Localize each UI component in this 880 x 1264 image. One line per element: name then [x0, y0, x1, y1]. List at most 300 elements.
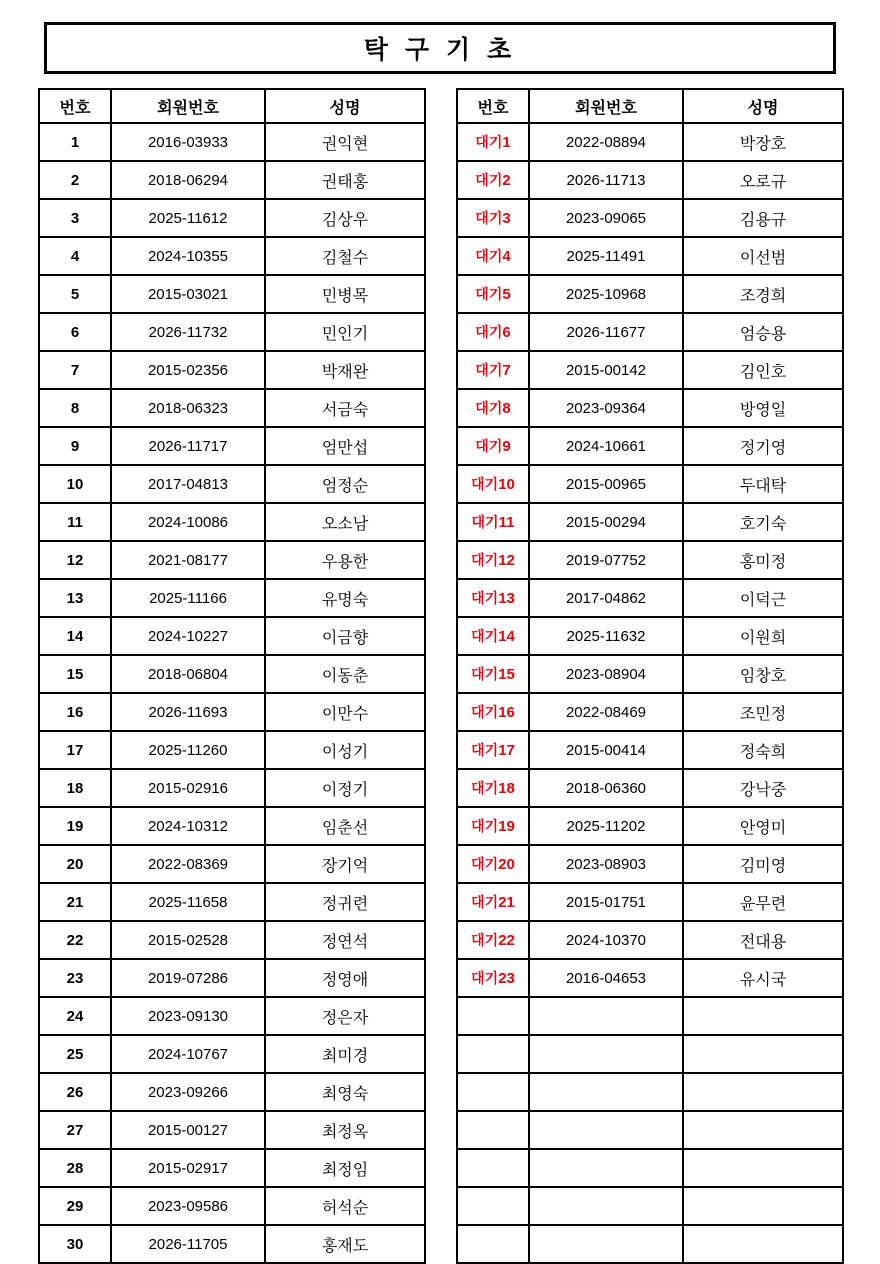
cell-name: 이덕근 [683, 579, 843, 617]
cell-no [457, 579, 529, 617]
right-table-body [457, 123, 843, 1263]
waiting-label: 대기 [471, 780, 499, 796]
waiting-label: 대기 [471, 704, 499, 720]
table-row [39, 731, 425, 769]
cell-no [457, 503, 529, 541]
table-row [457, 541, 843, 579]
cell-name: 최정임 [265, 1149, 425, 1187]
cell-member-id: 2023-08903 [529, 845, 683, 883]
table-row [39, 389, 425, 427]
waiting-number: 11 [498, 514, 515, 531]
cell-member-id: 2022-08894 [529, 123, 683, 161]
table-row [457, 275, 843, 313]
cell-no: 12 [39, 541, 111, 579]
cell-member-id: 2026-11717 [111, 427, 265, 465]
table-row-empty [457, 1225, 843, 1263]
table-row [39, 959, 425, 997]
table-row [39, 1111, 425, 1149]
cell-member-id: 2018-06360 [529, 769, 683, 807]
waiting-number: 3 [502, 210, 511, 227]
table-row [39, 921, 425, 959]
cell-name: 유명숙 [265, 579, 425, 617]
table-row-empty [457, 1111, 843, 1149]
cell-empty [457, 1111, 529, 1149]
cell-name: 우용한 [265, 541, 425, 579]
cell-name: 이동춘 [265, 655, 425, 693]
cell-member-id: 2017-04813 [111, 465, 265, 503]
waiting-number: 9 [502, 438, 511, 455]
waiting-label: 대기 [475, 172, 503, 188]
cell-name: 방영일 [683, 389, 843, 427]
table-row [39, 465, 425, 503]
waiting-label: 대기 [475, 134, 503, 150]
cell-name: 허석순 [265, 1187, 425, 1225]
cell-no [457, 351, 529, 389]
left-table-wrapper [38, 88, 424, 1264]
cell-empty [529, 1111, 683, 1149]
cell-no [457, 237, 529, 275]
cell-no: 1 [39, 123, 111, 161]
cell-name: 이선범 [683, 237, 843, 275]
column-header-no: 번호 [39, 89, 111, 123]
table-row-empty [457, 1073, 843, 1111]
waiting-number: 4 [502, 248, 511, 265]
cell-member-id: 2026-11677 [529, 313, 683, 351]
cell-no: 7 [39, 351, 111, 389]
waiting-label: 대기 [471, 476, 499, 492]
cell-name: 정기영 [683, 427, 843, 465]
waiting-number: 5 [502, 286, 511, 303]
cell-member-id: 2026-11713 [529, 161, 683, 199]
waiting-label: 대기 [471, 970, 499, 986]
cell-empty [683, 1035, 843, 1073]
table-row [457, 313, 843, 351]
waiting-number: 19 [498, 818, 515, 835]
cell-no: 10 [39, 465, 111, 503]
table-row [457, 503, 843, 541]
cell-name: 최영숙 [265, 1073, 425, 1111]
cell-empty [529, 1187, 683, 1225]
cell-no [457, 313, 529, 351]
cell-no [457, 959, 529, 997]
cell-no [457, 769, 529, 807]
waiting-number: 1 [502, 134, 511, 151]
table-row [457, 769, 843, 807]
cell-name: 박장호 [683, 123, 843, 161]
table-row [39, 275, 425, 313]
cell-member-id: 2015-02528 [111, 921, 265, 959]
table-row [457, 123, 843, 161]
cell-name: 정은자 [265, 997, 425, 1035]
waiting-number: 8 [502, 400, 511, 417]
waiting-label: 대기 [471, 856, 499, 872]
cell-member-id: 2015-01751 [529, 883, 683, 921]
cell-member-id: 2024-10661 [529, 427, 683, 465]
table-row [39, 807, 425, 845]
cell-member-id: 2016-03933 [111, 123, 265, 161]
cell-member-id: 2024-10355 [111, 237, 265, 275]
cell-empty [457, 1187, 529, 1225]
cell-member-id: 2015-03021 [111, 275, 265, 313]
table-row [457, 655, 843, 693]
document-title-box [44, 22, 836, 74]
waiting-label: 대기 [471, 742, 499, 758]
table-row [39, 199, 425, 237]
waiting-label: 대기 [471, 818, 499, 834]
cell-name: 홍재도 [265, 1225, 425, 1263]
table-row-empty [457, 1187, 843, 1225]
cell-name: 조경희 [683, 275, 843, 313]
table-row [39, 845, 425, 883]
cell-empty [457, 1225, 529, 1263]
waiting-label: 대기 [475, 286, 503, 302]
cell-no: 2 [39, 161, 111, 199]
cell-member-id: 2023-09266 [111, 1073, 265, 1111]
cell-member-id: 2025-10968 [529, 275, 683, 313]
cell-name: 박재완 [265, 351, 425, 389]
cell-member-id: 2019-07752 [529, 541, 683, 579]
cell-empty [457, 1035, 529, 1073]
cell-member-id: 2022-08469 [529, 693, 683, 731]
column-header-name: 성명 [683, 89, 843, 123]
left-table-body [39, 123, 425, 1263]
cell-no [457, 123, 529, 161]
cell-no: 26 [39, 1073, 111, 1111]
cell-member-id: 2018-06804 [111, 655, 265, 693]
waiting-number: 16 [498, 704, 515, 721]
cell-empty [683, 1111, 843, 1149]
cell-name: 정귀련 [265, 883, 425, 921]
roster-tables [38, 88, 842, 1264]
table-row [457, 579, 843, 617]
cell-empty [457, 997, 529, 1035]
cell-name: 전대용 [683, 921, 843, 959]
waiting-label: 대기 [475, 248, 503, 264]
cell-no [457, 693, 529, 731]
table-row [39, 769, 425, 807]
cell-name: 민병목 [265, 275, 425, 313]
cell-no: 20 [39, 845, 111, 883]
cell-no: 8 [39, 389, 111, 427]
cell-member-id: 2015-00127 [111, 1111, 265, 1149]
cell-empty [529, 1035, 683, 1073]
cell-empty [457, 1073, 529, 1111]
cell-no: 15 [39, 655, 111, 693]
cell-no [457, 199, 529, 237]
cell-no: 9 [39, 427, 111, 465]
waiting-number: 12 [498, 552, 515, 569]
waiting-label: 대기 [475, 324, 503, 340]
cell-no: 27 [39, 1111, 111, 1149]
cell-member-id: 2019-07286 [111, 959, 265, 997]
table-row [457, 237, 843, 275]
cell-name: 정영애 [265, 959, 425, 997]
cell-no: 14 [39, 617, 111, 655]
cell-member-id: 2024-10227 [111, 617, 265, 655]
cell-no: 16 [39, 693, 111, 731]
cell-member-id: 2026-11693 [111, 693, 265, 731]
table-row [457, 807, 843, 845]
cell-empty [529, 1225, 683, 1263]
cell-name: 최정옥 [265, 1111, 425, 1149]
waiting-number: 17 [498, 742, 515, 759]
table-row [457, 731, 843, 769]
cell-name: 권태홍 [265, 161, 425, 199]
cell-name: 엄승용 [683, 313, 843, 351]
table-row [457, 389, 843, 427]
cell-no [457, 655, 529, 693]
cell-member-id: 2024-10370 [529, 921, 683, 959]
cell-member-id: 2018-06294 [111, 161, 265, 199]
cell-name: 엄정순 [265, 465, 425, 503]
cell-empty [529, 1149, 683, 1187]
cell-no: 5 [39, 275, 111, 313]
cell-no: 30 [39, 1225, 111, 1263]
cell-member-id: 2024-10767 [111, 1035, 265, 1073]
table-row [39, 313, 425, 351]
cell-no [457, 617, 529, 655]
right-roster-table [456, 88, 844, 1264]
cell-no: 24 [39, 997, 111, 1035]
waiting-number: 15 [498, 666, 515, 683]
table-row [39, 541, 425, 579]
table-row [457, 351, 843, 389]
cell-member-id: 2024-10086 [111, 503, 265, 541]
cell-name: 김인호 [683, 351, 843, 389]
cell-no: 17 [39, 731, 111, 769]
cell-name: 임창호 [683, 655, 843, 693]
table-row [39, 123, 425, 161]
cell-name: 안영미 [683, 807, 843, 845]
cell-name: 민인기 [265, 313, 425, 351]
cell-no [457, 427, 529, 465]
table-row [39, 1149, 425, 1187]
waiting-label: 대기 [475, 210, 503, 226]
table-header-row [457, 89, 843, 123]
cell-member-id: 2015-00965 [529, 465, 683, 503]
cell-name: 정연석 [265, 921, 425, 959]
table-row [457, 465, 843, 503]
cell-name: 이성기 [265, 731, 425, 769]
cell-member-id: 2023-09130 [111, 997, 265, 1035]
cell-no: 6 [39, 313, 111, 351]
cell-empty [529, 1073, 683, 1111]
waiting-number: 21 [498, 894, 515, 911]
cell-member-id: 2026-11705 [111, 1225, 265, 1263]
waiting-label: 대기 [471, 514, 499, 530]
cell-name: 김철수 [265, 237, 425, 275]
cell-member-id: 2025-11658 [111, 883, 265, 921]
waiting-number: 14 [498, 628, 515, 645]
cell-no: 18 [39, 769, 111, 807]
cell-name: 김미영 [683, 845, 843, 883]
table-row [39, 161, 425, 199]
cell-member-id: 2025-11260 [111, 731, 265, 769]
cell-member-id: 2022-08369 [111, 845, 265, 883]
cell-no [457, 161, 529, 199]
cell-name: 오소남 [265, 503, 425, 541]
table-row [457, 959, 843, 997]
cell-no: 11 [39, 503, 111, 541]
waiting-label: 대기 [471, 666, 499, 682]
waiting-label: 대기 [475, 362, 503, 378]
waiting-number: 2 [502, 172, 511, 189]
cell-member-id: 2015-00142 [529, 351, 683, 389]
waiting-label: 대기 [471, 894, 499, 910]
waiting-number: 18 [498, 780, 515, 797]
cell-empty [683, 1073, 843, 1111]
cell-no [457, 807, 529, 845]
cell-no: 19 [39, 807, 111, 845]
cell-name: 호기숙 [683, 503, 843, 541]
table-row [39, 503, 425, 541]
cell-member-id: 2023-09364 [529, 389, 683, 427]
table-row [457, 845, 843, 883]
left-roster-table [38, 88, 426, 1264]
cell-name: 유시국 [683, 959, 843, 997]
cell-member-id: 2025-11612 [111, 199, 265, 237]
waiting-label: 대기 [475, 400, 503, 416]
cell-empty [457, 1149, 529, 1187]
cell-name: 이원희 [683, 617, 843, 655]
cell-member-id: 2017-04862 [529, 579, 683, 617]
table-header-row [39, 89, 425, 123]
table-row-empty [457, 997, 843, 1035]
cell-member-id: 2023-08904 [529, 655, 683, 693]
cell-member-id: 2025-11491 [529, 237, 683, 275]
cell-no: 21 [39, 883, 111, 921]
cell-name: 장기억 [265, 845, 425, 883]
cell-name: 권익현 [265, 123, 425, 161]
column-header-name: 성명 [265, 89, 425, 123]
table-row [39, 693, 425, 731]
cell-no [457, 883, 529, 921]
cell-name: 임춘선 [265, 807, 425, 845]
table-row [457, 161, 843, 199]
cell-name: 오로규 [683, 161, 843, 199]
table-row [39, 617, 425, 655]
cell-member-id: 2016-04653 [529, 959, 683, 997]
cell-name: 조민정 [683, 693, 843, 731]
cell-member-id: 2025-11632 [529, 617, 683, 655]
table-row [457, 617, 843, 655]
column-header-no: 번호 [457, 89, 529, 123]
cell-no: 23 [39, 959, 111, 997]
waiting-number: 13 [498, 590, 515, 607]
cell-no: 4 [39, 237, 111, 275]
cell-name: 윤무련 [683, 883, 843, 921]
waiting-number: 6 [502, 324, 511, 341]
table-row [39, 997, 425, 1035]
cell-member-id: 2018-06323 [111, 389, 265, 427]
cell-member-id: 2025-11202 [529, 807, 683, 845]
table-row [39, 1187, 425, 1225]
cell-name: 이만수 [265, 693, 425, 731]
cell-name: 엄만섭 [265, 427, 425, 465]
waiting-label: 대기 [471, 932, 499, 948]
cell-member-id: 2024-10312 [111, 807, 265, 845]
cell-name: 김용규 [683, 199, 843, 237]
cell-member-id: 2015-02916 [111, 769, 265, 807]
table-row [457, 921, 843, 959]
table-row [39, 1225, 425, 1263]
table-row [39, 1035, 425, 1073]
table-row [39, 351, 425, 389]
waiting-number: 10 [498, 476, 515, 493]
cell-name: 김상우 [265, 199, 425, 237]
table-row [39, 427, 425, 465]
cell-name: 최미경 [265, 1035, 425, 1073]
cell-member-id: 2025-11166 [111, 579, 265, 617]
cell-name: 강낙중 [683, 769, 843, 807]
cell-no: 13 [39, 579, 111, 617]
table-row [457, 693, 843, 731]
cell-member-id: 2015-02356 [111, 351, 265, 389]
waiting-number: 22 [498, 932, 515, 949]
cell-empty [683, 997, 843, 1035]
waiting-label: 대기 [471, 552, 499, 568]
table-row [457, 427, 843, 465]
column-header-member-id: 회원번호 [529, 89, 683, 123]
cell-no: 3 [39, 199, 111, 237]
cell-no [457, 275, 529, 313]
waiting-number: 23 [498, 970, 515, 987]
cell-name: 정숙희 [683, 731, 843, 769]
cell-no: 28 [39, 1149, 111, 1187]
column-header-member-id: 회원번호 [111, 89, 265, 123]
cell-no: 29 [39, 1187, 111, 1225]
table-row [39, 579, 425, 617]
table-row [39, 655, 425, 693]
cell-name: 이금향 [265, 617, 425, 655]
waiting-label: 대기 [471, 628, 499, 644]
page-title: 탁 구 기 초 [363, 36, 517, 64]
cell-name: 홍미정 [683, 541, 843, 579]
table-row [39, 1073, 425, 1111]
table-row [457, 199, 843, 237]
right-table-wrapper [456, 88, 842, 1264]
waiting-number: 20 [498, 856, 515, 873]
cell-no [457, 731, 529, 769]
cell-no [457, 389, 529, 427]
table-row-empty [457, 1035, 843, 1073]
cell-no: 25 [39, 1035, 111, 1073]
table-row [39, 883, 425, 921]
cell-no [457, 541, 529, 579]
cell-name: 이정기 [265, 769, 425, 807]
cell-no [457, 921, 529, 959]
cell-member-id: 2023-09586 [111, 1187, 265, 1225]
cell-no [457, 845, 529, 883]
cell-member-id: 2015-02917 [111, 1149, 265, 1187]
waiting-label: 대기 [475, 438, 503, 454]
table-row [39, 237, 425, 275]
cell-member-id: 2015-00414 [529, 731, 683, 769]
cell-member-id: 2026-11732 [111, 313, 265, 351]
cell-no [457, 465, 529, 503]
cell-member-id: 2021-08177 [111, 541, 265, 579]
cell-member-id: 2015-00294 [529, 503, 683, 541]
cell-empty [529, 997, 683, 1035]
table-row [457, 883, 843, 921]
cell-no: 22 [39, 921, 111, 959]
cell-empty [683, 1225, 843, 1263]
cell-empty [683, 1187, 843, 1225]
table-row-empty [457, 1149, 843, 1187]
waiting-label: 대기 [471, 590, 499, 606]
cell-empty [683, 1149, 843, 1187]
cell-name: 두대탁 [683, 465, 843, 503]
